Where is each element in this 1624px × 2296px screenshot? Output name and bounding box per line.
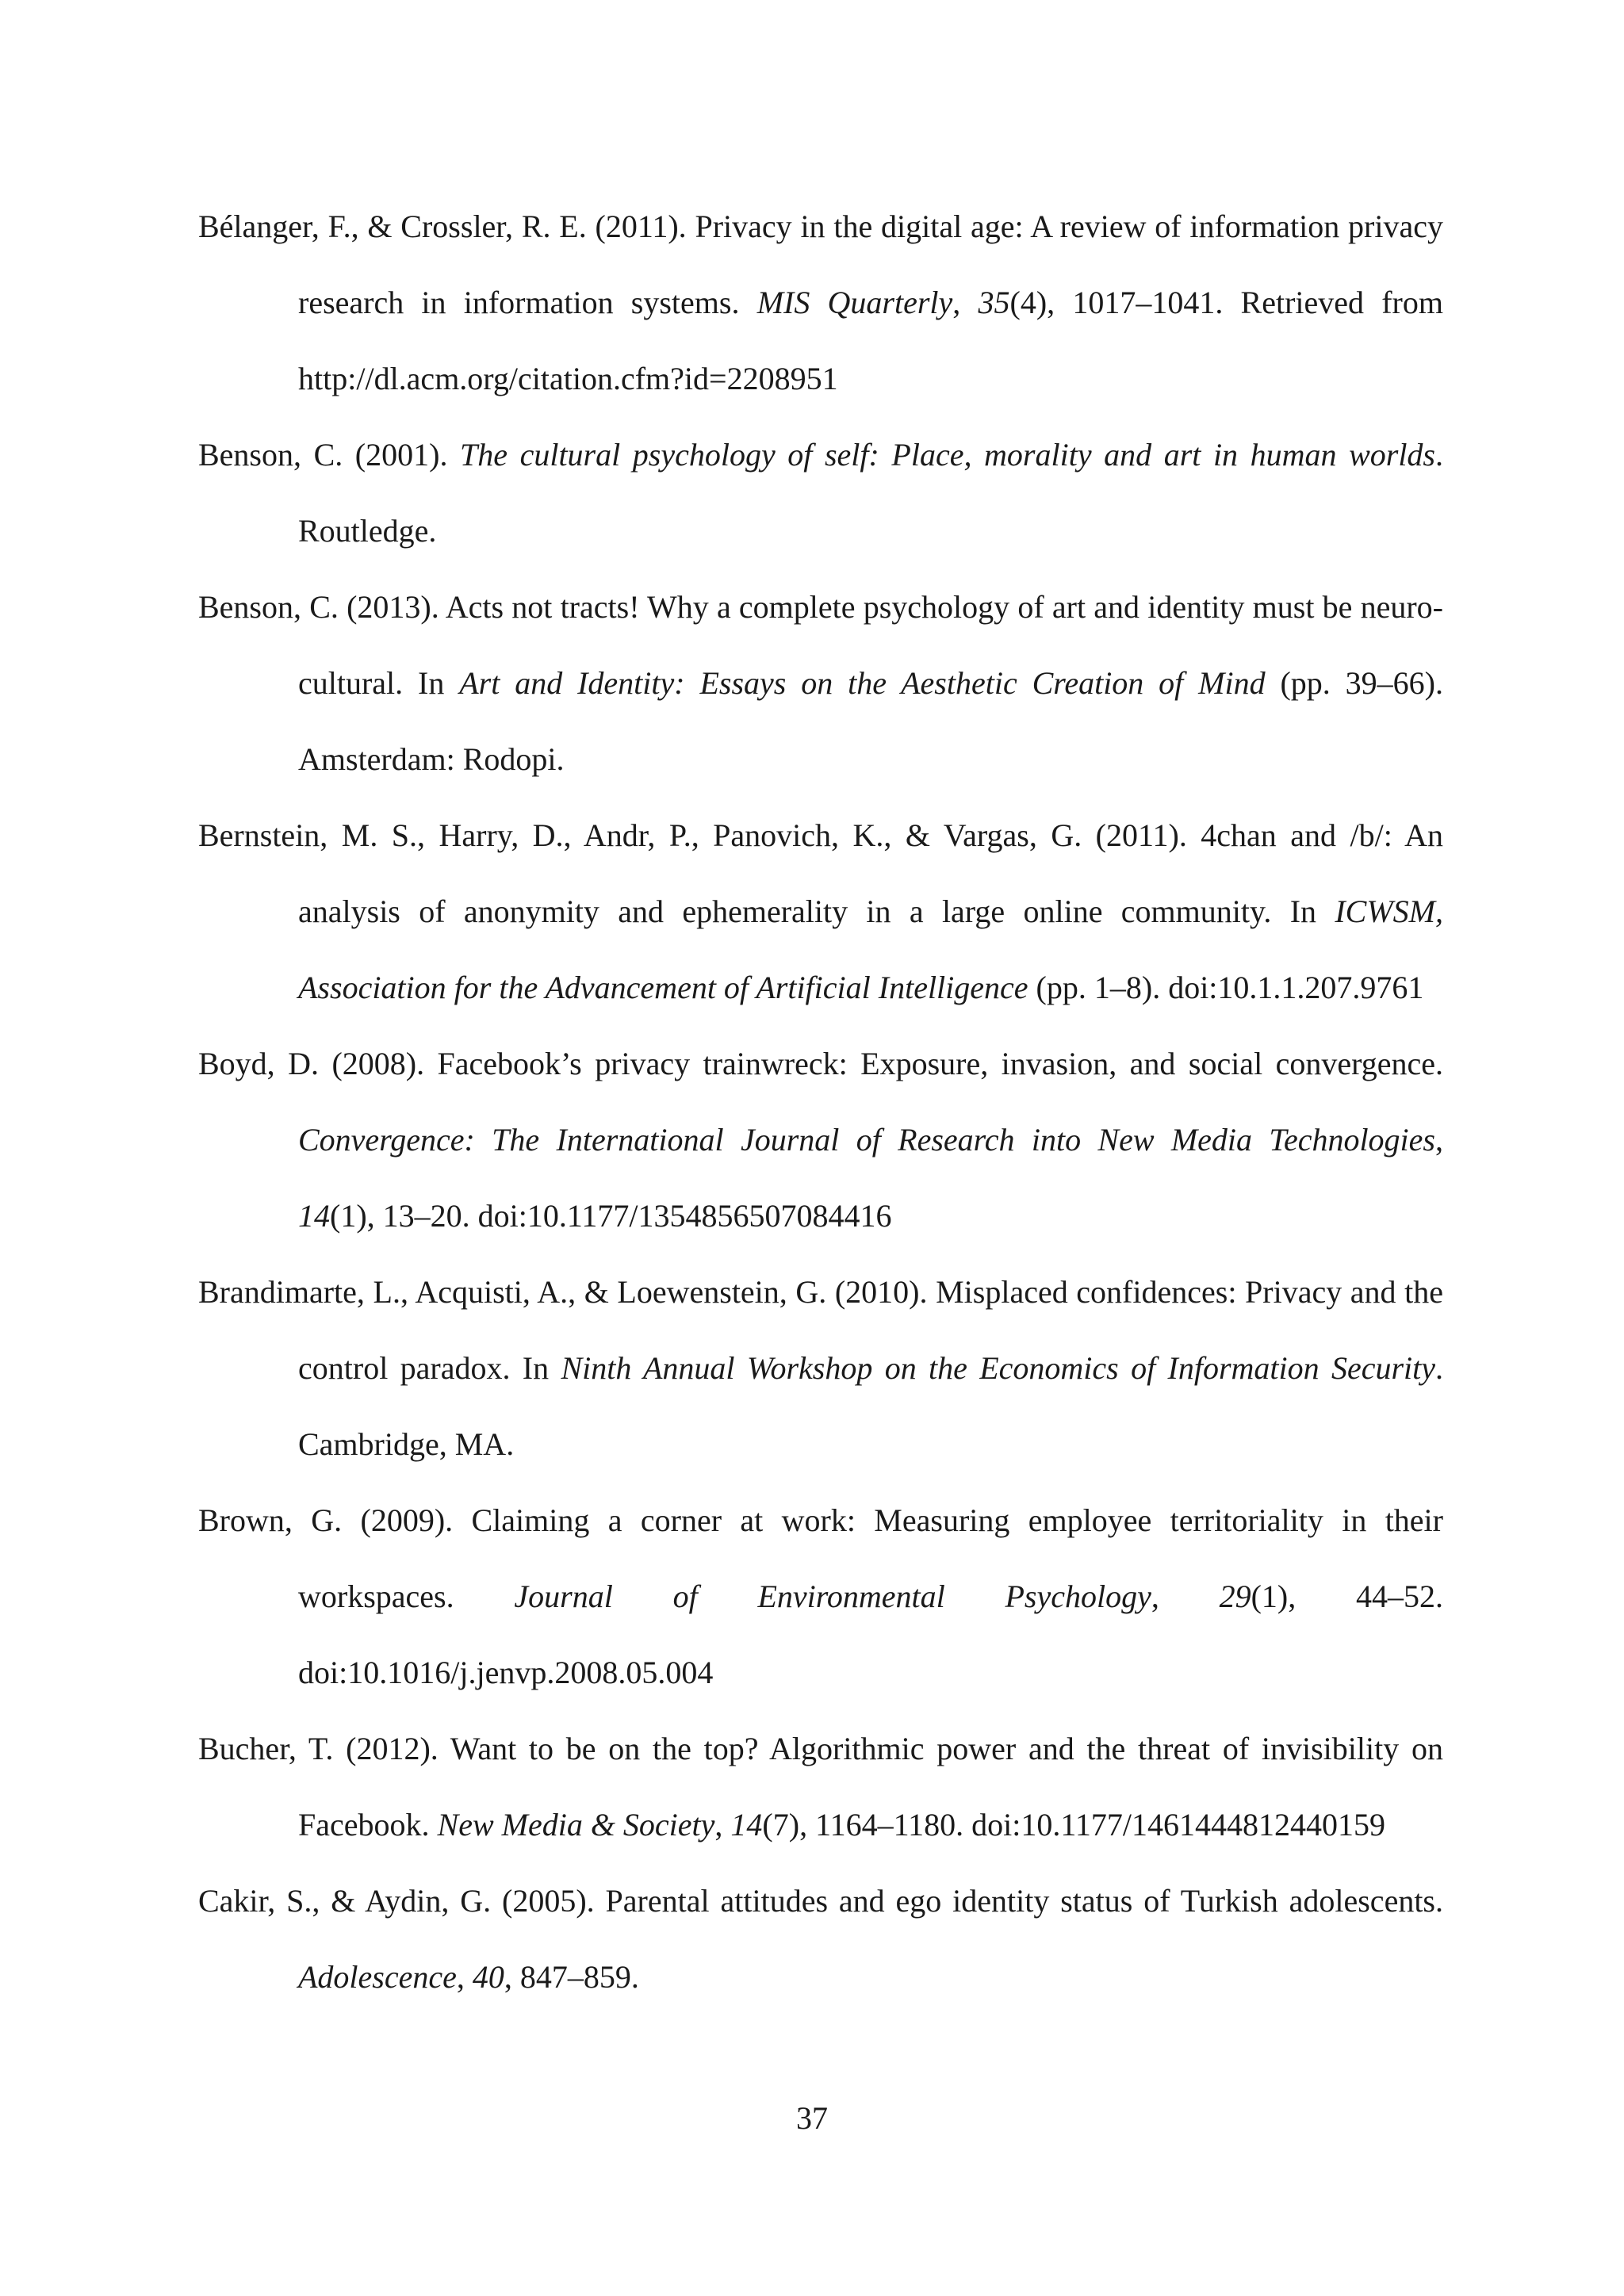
reference-entry: Bernstein, M. S., Harry, D., Andr, P., Panovich, K., & Vargas, G. (2011). 4chan and /b/: An analysis of anonymity and ephemerality in a large online community. In ICWSM, Association for the Advancement of Artificial Intelligence (pp. 1–8). doi:10.1.1.207.9761 bbox=[198, 817, 1443, 1005]
reference-entry: Bélanger, F., & Crossler, R. E. (2011). Privacy in the digital age: A review of information privacy research in information systems. MIS Quarterly, 35(4), 1017–1041. Retrieved from http://dl.acm.org/citation.cfm?id=2208951 bbox=[198, 209, 1443, 396]
reference-entry: Benson, C. (2001). The cultural psychology of self: Place, morality and art in human worlds. Routledge. bbox=[198, 437, 1443, 549]
reference-entry: Brandimarte, L., Acquisti, A., & Loewenstein, G. (2010). Misplaced confidences: Privacy and the control paradox. In Ninth Annual Workshop on the Economics of Information Security. Cambridge, MA. bbox=[198, 1274, 1444, 1462]
reference-entry: Cakir, S., & Aydin, G. (2005). Parental attitudes and ego identity status of Turkish adolescents. Adolescence, 40, 847–859. bbox=[198, 1883, 1443, 1995]
reference-list bbox=[198, 189, 1443, 2015]
page-number: 37 bbox=[796, 2100, 828, 2136]
reference-entry: Bucher, T. (2012). Want to be on the top? Algorithmic power and the threat of invisibility on Facebook. New Media & Society, 14(7), 1164–1180. doi:10.1177/1461444812440159 bbox=[198, 1731, 1443, 1843]
reference-entry: Benson, C. (2013). Acts not tracts! Why a complete psychology of art and identity must be neuro-cultural. In Art and Identity: Essays on the Aesthetic Creation of Mind (pp. 39–66). Amsterdam: Rodopi. bbox=[198, 589, 1443, 777]
reference-entry: Brown, G. (2009). Claiming a corner at work: Measuring employee territoriality in their workspaces. Journal of Environmental Psychology, 29(1), 44–52. doi:10.1016/j.jenvp.2008.05.004 bbox=[198, 1502, 1444, 1690]
reference-entry: Boyd, D. (2008). Facebook’s privacy trainwreck: Exposure, invasion, and social convergence. Convergence: The International Journal of Research into New Media Technologies, 14(1), 13–20. doi:10.1177/1354856507084416 bbox=[198, 1046, 1443, 1234]
